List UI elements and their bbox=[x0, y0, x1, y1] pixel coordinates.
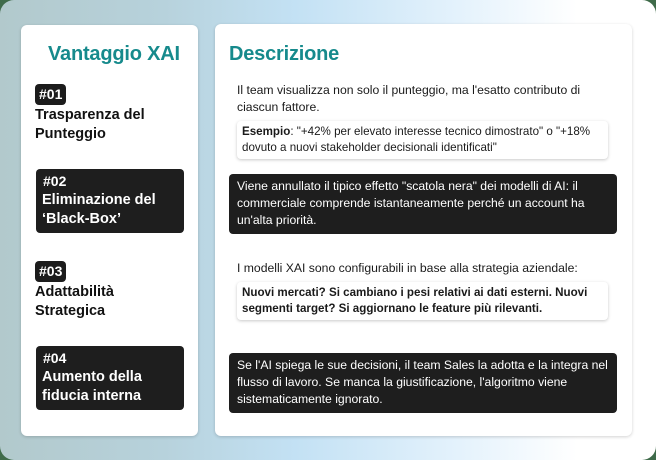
advantage-item-01 bbox=[35, 84, 183, 144]
description-card bbox=[215, 24, 632, 436]
advantage-label: Eliminazione del ‘Black-Box’ bbox=[42, 192, 156, 227]
advantage-item-04 bbox=[36, 346, 184, 410]
advantage-number: #03 bbox=[35, 261, 66, 282]
advantage-item-03 bbox=[35, 261, 183, 321]
description-callout-03 bbox=[237, 282, 608, 320]
description-dark-04: Se l'AI spiega le sue decisioni, il team Sales la adotta e la integra nel flusso di lavoro. Se manca la giustificazione, l'algoritmo viene sistematicamente ignorato. bbox=[229, 353, 617, 413]
callout-bold: Esempio bbox=[242, 125, 291, 138]
advantage-item-02 bbox=[36, 169, 184, 233]
description-dark-02: Viene annullato il tipico effetto "scatola nera" dei modelli di AI: il commerciale comprende istantaneamente perché un account ha un'alta priorità. bbox=[229, 174, 617, 234]
advantage-number: #02 bbox=[43, 173, 67, 189]
description-callout-01 bbox=[237, 121, 608, 159]
advantage-number: #04 bbox=[43, 350, 67, 366]
description-text-01: Il team visualizza non solo il punteggio, ma l'esatto contributo di ciascun fattore. bbox=[237, 83, 581, 114]
callout-bold: Nuovi mercati? Si cambiano i pesi relativi ai dati esterni. Nuovi segmenti target? Si aggiornano le feature più rilevanti. bbox=[242, 286, 588, 315]
advantage-number: #01 bbox=[35, 84, 66, 105]
advantage-label: Trasparenza del Punteggio bbox=[35, 107, 145, 142]
advantage-title: Vantaggio XAI bbox=[48, 43, 180, 65]
description-text-03: I modelli XAI sono configurabili in base alla strategia aziendale: bbox=[237, 261, 578, 275]
callout-text: : "+42% per elevato interesse tecnico dimostrato" o "+18% dovuto a nuovi stakeholder decisionali identificati" bbox=[242, 125, 591, 154]
advantage-card bbox=[21, 25, 198, 436]
advantage-label: Adattabilità Strategica bbox=[35, 284, 114, 319]
advantage-label: Aumento della fiducia interna bbox=[42, 369, 142, 404]
description-title: Descrizione bbox=[229, 43, 340, 65]
